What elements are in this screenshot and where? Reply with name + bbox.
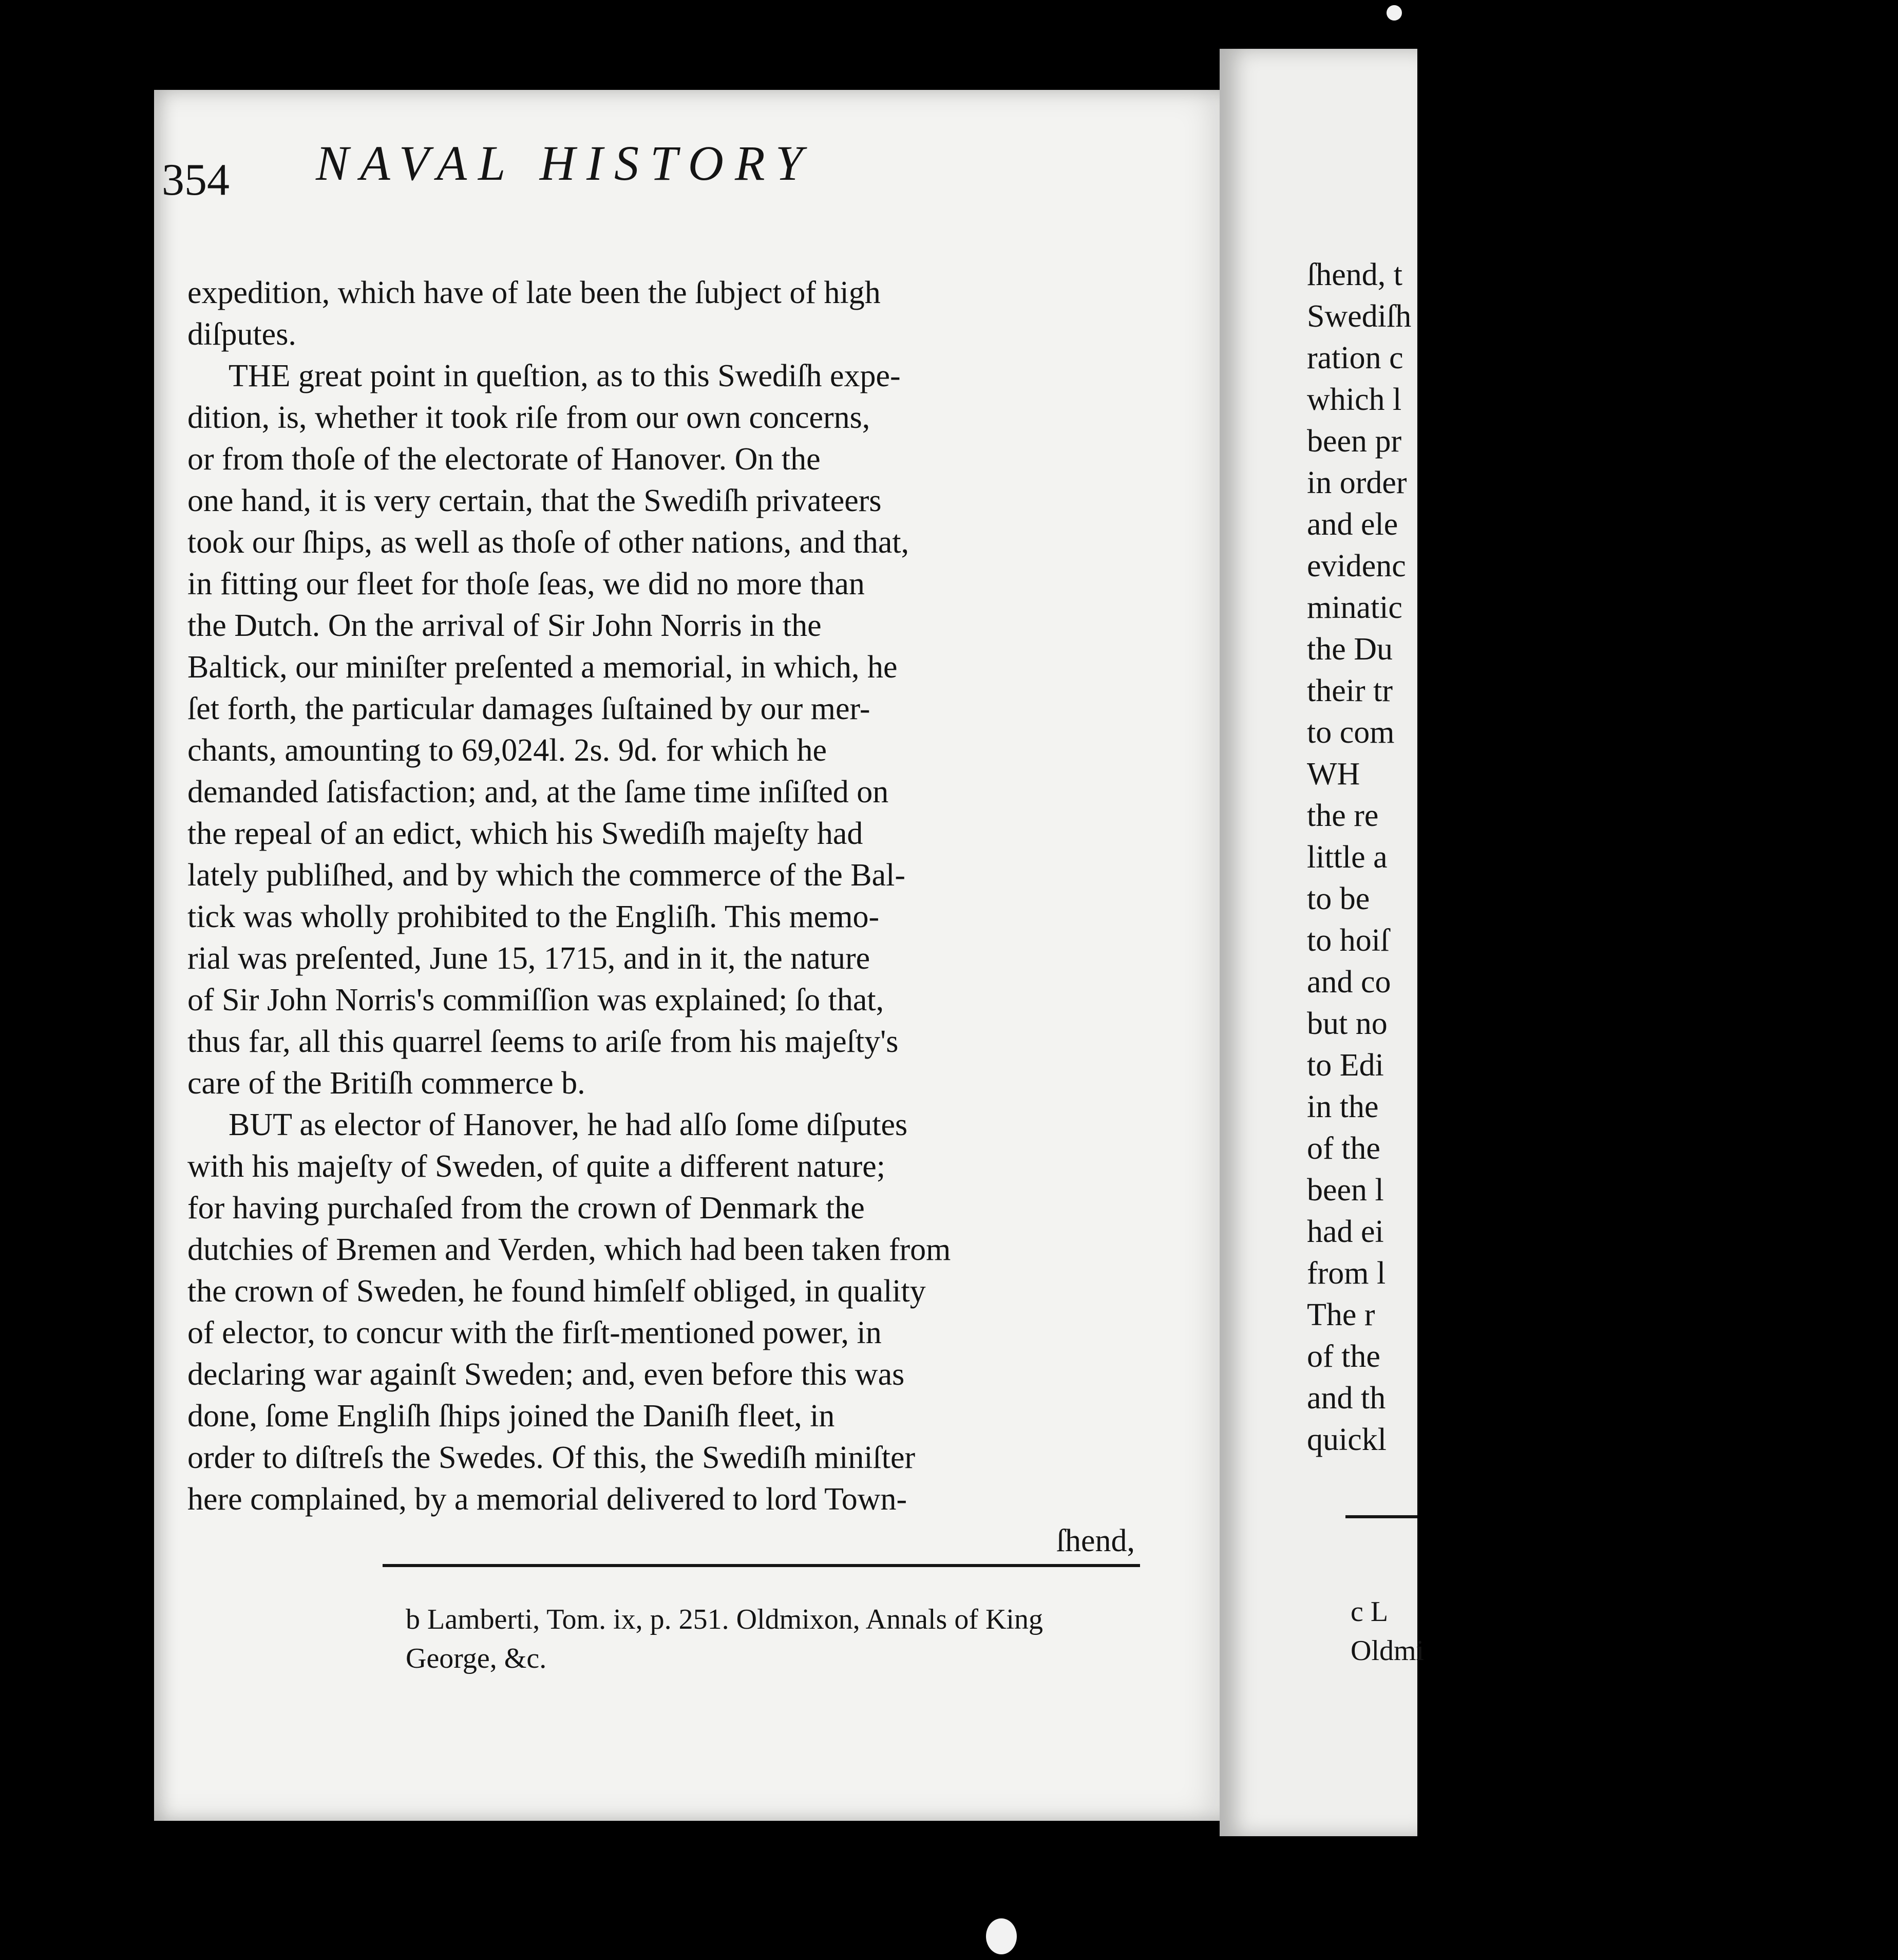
text-line: took our ſhips, as well as thoſe of other nations, and that, <box>187 525 909 560</box>
text-line: in the <box>1307 1089 1379 1124</box>
text-line: ration c <box>1307 341 1403 375</box>
footnote-line: c L <box>1351 1596 1389 1628</box>
text-line: order to diſtreſs the Swedes. Of this, the Swediſh miniſter <box>187 1440 916 1475</box>
text-line: and co <box>1307 965 1391 1000</box>
text-line: expedition, which have of late been the ſubject of high <box>187 275 881 310</box>
text-line: in order <box>1307 465 1407 500</box>
text-line: quickl <box>1307 1422 1387 1457</box>
scan-speck <box>986 1918 1017 1954</box>
text-line: rial was preſented, June 15, 1715, and in it, the nature <box>187 941 870 976</box>
text-line: dutchies of Bremen and Verden, which had been taken from <box>187 1232 951 1267</box>
text-line: diſputes. <box>187 317 296 352</box>
footnote-line: b Lamberti, Tom. ix, p. 251. Oldmixon, Annals of King <box>406 1604 1043 1635</box>
text-line: thus far, all this quarrel ſeems to ariſe from his majeſty's <box>187 1024 899 1059</box>
text-line: of Sir John Norris's commiſſion was explained; ſo that, <box>187 983 884 1017</box>
text-line: demanded ſatisfaction; and, at the ſame time inſiſted on <box>187 775 889 809</box>
text-line: the re <box>1307 798 1379 833</box>
text-line: but no <box>1307 1006 1388 1041</box>
text-line: and th <box>1307 1381 1386 1416</box>
text-line: care of the Britiſh commerce b. <box>187 1066 585 1101</box>
footnote-rule <box>383 1564 1140 1567</box>
text-line: of elector, to concur with the firſt-mentioned power, in <box>187 1315 882 1350</box>
page-number: 354 <box>162 155 230 205</box>
text-line: the crown of Sweden, he found himſelf obliged, in quality <box>187 1274 926 1309</box>
text-line: chants, amounting to 69,024l. 2s. 9d. for which he <box>187 733 827 768</box>
text-line: dition, is, whether it took riſe from our own concerns, <box>187 400 870 435</box>
text-line: of the <box>1307 1131 1380 1166</box>
running-title: NAVAL HISTORY <box>316 136 814 191</box>
text-line: their tr <box>1307 673 1393 708</box>
text-line: BUT as elector of Hanover, he had alſo ſome diſputes <box>229 1107 908 1142</box>
text-line: Swediſh <box>1307 299 1412 334</box>
footnote-line: George, &c. <box>406 1643 547 1674</box>
text-line: with his majeſty of Sweden, of quite a different nature; <box>187 1149 886 1184</box>
text-line: done, ſome Engliſh ſhips joined the Daniſh fleet, in <box>187 1399 835 1434</box>
text-line: WH <box>1307 757 1360 791</box>
body-text <box>187 272 1135 1558</box>
text-line: one hand, it is very certain, that the Swediſh privateers <box>187 483 882 518</box>
text-line: the repeal of an edict, which his Swediſh majeſty had <box>187 816 863 851</box>
text-line: to Edi <box>1307 1048 1384 1083</box>
footnote <box>406 1600 1145 1678</box>
text-line: been pr <box>1307 424 1402 459</box>
footnote-line: Oldmi <box>1351 1635 1425 1667</box>
text-line: THE great point in queſtion, as to this Swediſh expe- <box>229 359 901 393</box>
text-line: little a <box>1307 840 1388 875</box>
text-line: lately publiſhed, and by which the commerce of the Bal- <box>187 858 905 893</box>
text-line: which l <box>1307 382 1402 417</box>
text-line: here complained, by a memorial delivered to lord Town- <box>187 1482 907 1517</box>
text-line: ſhend, t <box>1307 257 1402 292</box>
text-line: from l <box>1307 1256 1386 1291</box>
text-line: minatic <box>1307 590 1402 625</box>
text-line: to be <box>1307 881 1370 916</box>
text-line: to hoiſ <box>1307 923 1390 958</box>
text-line: the Du <box>1307 632 1393 667</box>
text-line: or from thoſe of the electorate of Hanover. On the <box>187 442 821 477</box>
text-line: Baltick, our miniſter preſented a memorial, in which, he <box>187 650 898 685</box>
catchword: ſhend, <box>1056 1523 1135 1558</box>
footnote-rule <box>1345 1515 1417 1518</box>
text-line: had ei <box>1307 1214 1384 1249</box>
text-line: The r <box>1307 1297 1375 1332</box>
page-header <box>162 135 999 205</box>
text-line: in fitting our fleet for thoſe ſeas, we did no more than <box>187 567 865 601</box>
scan-speck <box>1387 5 1402 21</box>
text-line: declaring war againſt Sweden; and, even before this was <box>187 1357 905 1392</box>
text-line: for having purchaſed from the crown of Denmark the <box>187 1191 865 1226</box>
text-line: the Dutch. On the arrival of Sir John Norris in the <box>187 608 822 643</box>
text-line: ſet forth, the particular damages ſuſtained by our mer- <box>187 691 870 726</box>
text-line: of the <box>1307 1339 1380 1374</box>
text-line: tick was wholly prohibited to the Engliſh. This memo- <box>187 899 880 934</box>
right-page-text <box>1307 254 1417 1461</box>
footnote <box>1351 1592 1425 1670</box>
text-line: been l <box>1307 1173 1384 1208</box>
text-line: evidenc <box>1307 549 1406 583</box>
text-line: to com <box>1307 715 1395 750</box>
text-line: and ele <box>1307 507 1398 542</box>
